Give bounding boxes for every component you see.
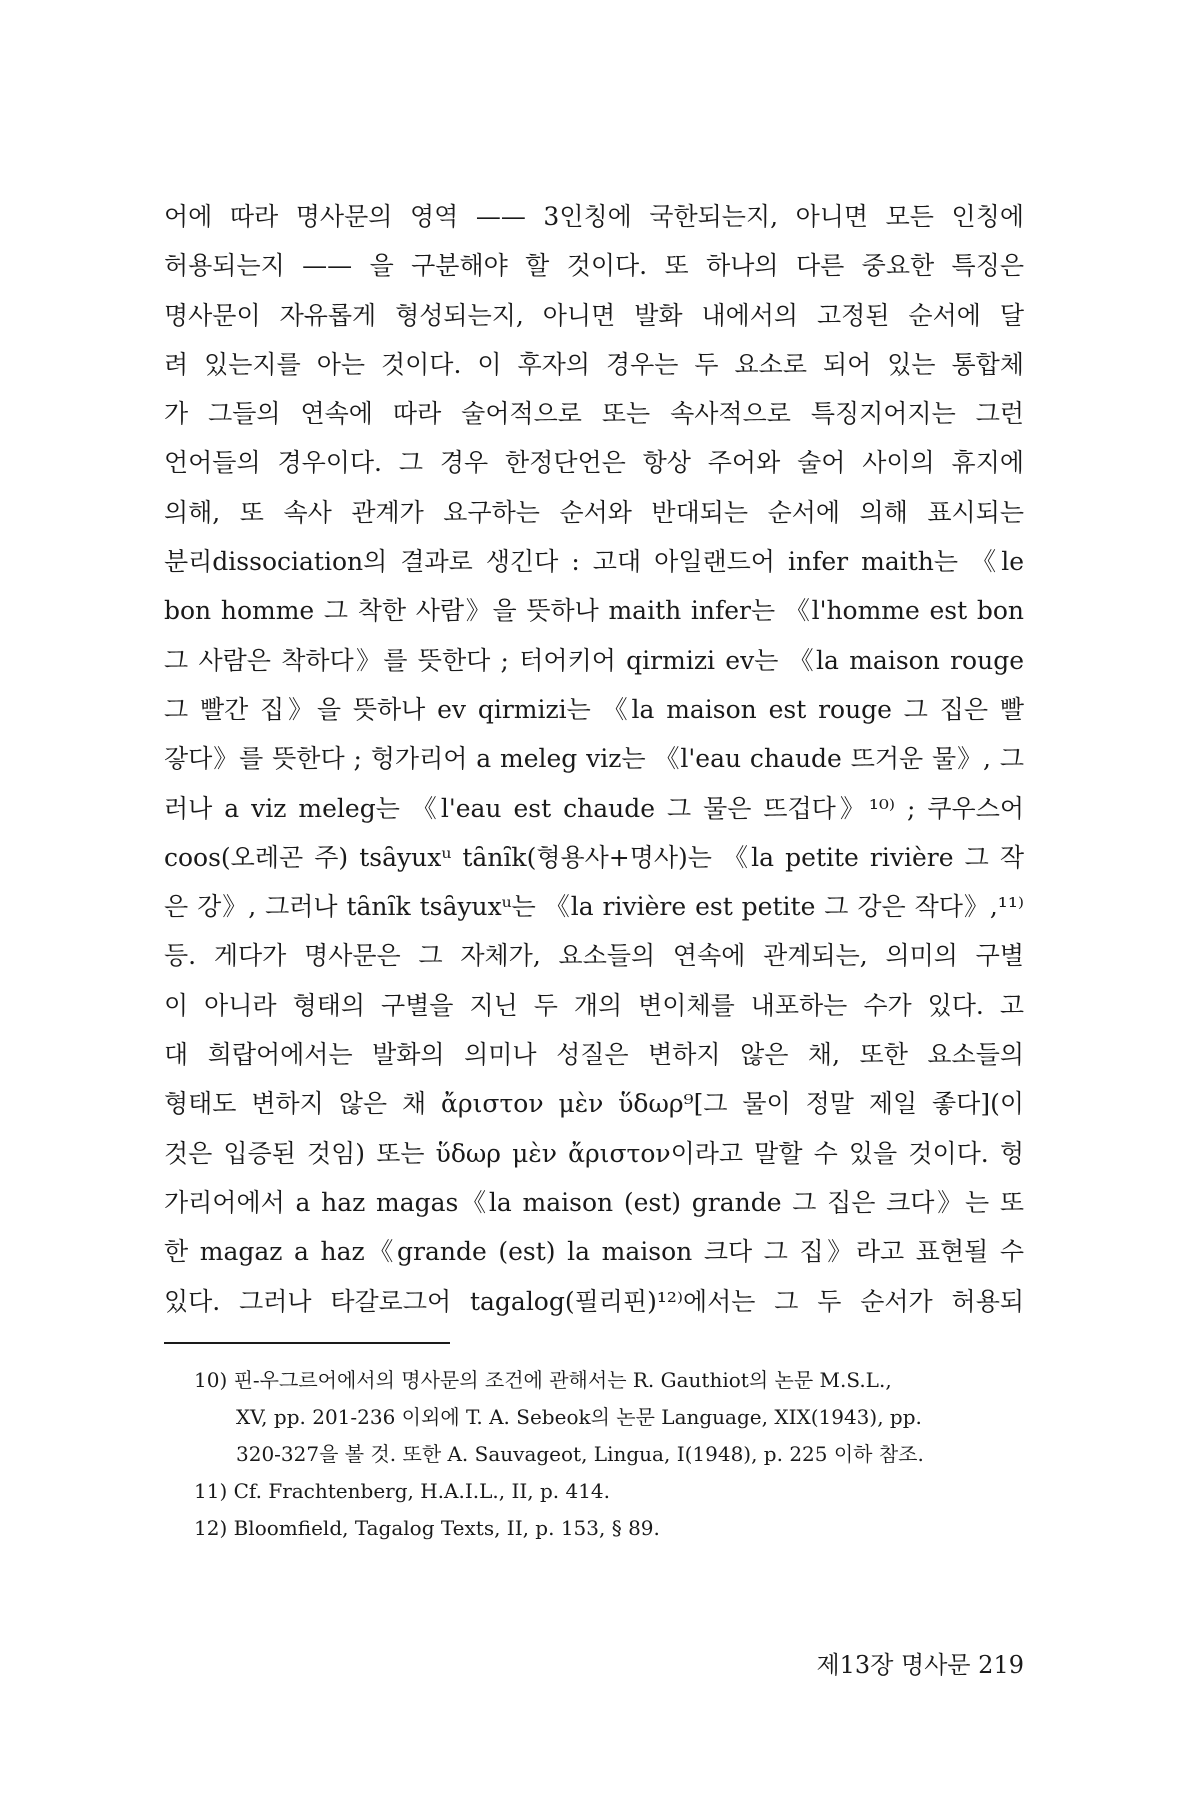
body-line-3: 명사문이 자유롭게 형성되는지, 아니면 발화 내에서의 고정된 순서에 달 [164, 300, 1024, 330]
body-line-8: 분리dissociation의 결과로 생긴다 : 고대 아일랜드어 infer maith는 《le [164, 547, 1024, 577]
body-line-21: 가리어에서 a haz magas《la maison (est) grande 그 집은 크다》는 또 [164, 1187, 1024, 1217]
body-line-18: 대 희랍어에서는 발화의 의미나 성질은 변하지 않은 채, 또한 요소들의 [164, 1040, 1024, 1070]
footnote-10-line-3: 320-327을 볼 것. 또한 A. Sauvageot, Lingua, I(1948), p. 225 이하 참조. [236, 1442, 924, 1466]
footnotes [194, 1362, 1024, 1547]
body-line-23: 있다. 그러나 타갈로그어 tagalog(필리핀)¹²⁾에서는 그 두 순서가 허용되 [164, 1286, 1024, 1316]
body-text [164, 192, 1024, 1326]
footnote-divider [164, 1342, 450, 1344]
body-line-4: 려 있는지를 아는 것이다. 이 후자의 경우는 두 요소로 되어 있는 통합체 [164, 349, 1024, 379]
body-line-10: 그 사람은 착하다》를 뜻한다 ; 터어키어 qirmizi ev는 《la maison rouge [164, 645, 1024, 675]
body-line-2: 허용되는지 —— 을 구분해야 할 것이다. 또 하나의 다른 중요한 특징은 [164, 251, 1024, 281]
body-line-9: bon homme 그 착한 사람》을 뜻하나 maith infer는 《l'homme est bon [164, 596, 1024, 626]
footnote-10-line-2: XV, pp. 201-236 이외에 T. A. Sebeok의 논문 Language, XIX(1943), pp. [236, 1405, 922, 1429]
body-line-17: 이 아니라 형태의 구별을 지닌 두 개의 변이체를 내포하는 수가 있다. 고 [164, 990, 1024, 1020]
body-line-7: 의해, 또 속사 관계가 요구하는 순서와 반대되는 순서에 의해 표시되는 [164, 497, 1024, 527]
footnote-12: 12) Bloomfield, Tagalog Texts, II, p. 153, § 89. [194, 1516, 660, 1540]
body-line-1: 어에 따라 명사문의 영역 —— 3인칭에 국한되는지, 아니면 모든 인칭에 [164, 202, 1024, 231]
body-line-12: 갛다》를 뜻한다 ; 헝가리어 a meleg viz는 《l'eau chaude 뜨거운 물》, 그 [164, 744, 1024, 774]
body-line-19: 형태도 변하지 않은 채 ἄριστον μὲν ὕδωρ⁹[그 물이 정말 제일 좋다](이 [164, 1089, 1024, 1119]
footnote-11: 11) Cf. Frachtenberg, H.A.I.L., II, p. 414. [194, 1479, 611, 1503]
body-line-5: 가 그들의 연속에 따라 술어적으로 또는 속사적으로 특징지어지는 그런 [164, 399, 1024, 429]
body-line-13: 러나 a viz meleg는 《l'eau est chaude 그 물은 뜨겁다》¹⁰⁾ ; 쿠우스어 [164, 793, 1024, 823]
footnote-10: 10) 핀-우그르어에서의 명사문의 조건에 관해서는 R. Gauthiot의 논문 M.S.L., [194, 1368, 892, 1392]
body-line-22: 한 magaz a haz《grande (est) la maison 크다 그 집》라고 표현될 수 [164, 1237, 1024, 1267]
body-line-15: 은 강》, 그러나 tȃnȋk tsȃyuxᵘ는 《la rivière est petite 그 강은 작다》,¹¹⁾ [164, 892, 1024, 922]
body-line-11: 그 빨간 집》을 뜻하나 ev qirmizi는 《la maison est rouge 그 집은 빨 [164, 694, 1024, 724]
body-line-6: 언어들의 경우이다. 그 경우 한정단언은 항상 주어와 술어 사이의 휴지에 [164, 448, 1024, 478]
body-line-16: 등. 게다가 명사문은 그 자체가, 요소들의 연속에 관계되는, 의미의 구별 [164, 941, 1024, 971]
body-line-20: 것은 입증된 것임) 또는 ὕδωρ μὲν ἄριστον이라고 말할 수 있을 것이다. 헝 [164, 1138, 1024, 1168]
running-footer-page-number: 제13장 명사문 219 [816, 1651, 1024, 1679]
body-line-14: coos(오레곤 주) tsȃyuxᵘ tȃnȋk(형용사+명사)는 《la petite rivière 그 작 [164, 842, 1024, 872]
